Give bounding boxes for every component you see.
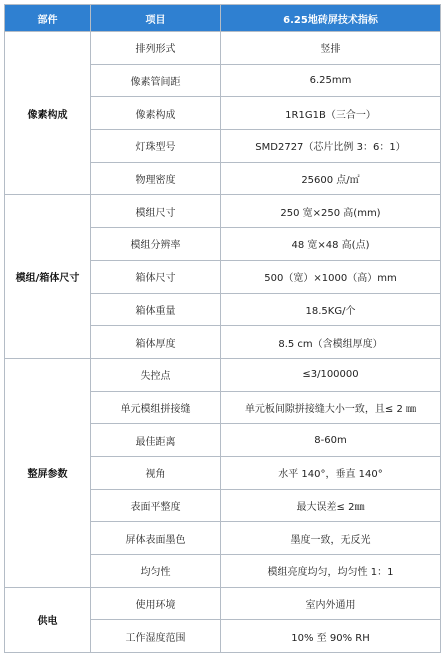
value-cell: SMD2727（芯片比例 3：6：1）	[221, 130, 441, 163]
item-cell: 箱体尺寸	[91, 260, 221, 293]
header-item: 项目	[91, 5, 221, 32]
table-row	[5, 358, 441, 391]
item-cell: 箱体重量	[91, 293, 221, 326]
value-cell: ≤3/100000	[221, 358, 441, 391]
value-cell: 模组亮度均匀，均匀性 1：1	[221, 555, 441, 588]
item-cell: 模组尺寸	[91, 195, 221, 228]
value-cell: 最大误差≤ 2㎜	[221, 489, 441, 522]
item-cell: 像素构成	[91, 97, 221, 130]
group-cell: 整屏参数	[5, 358, 91, 587]
value-cell: 8-60m	[221, 424, 441, 457]
item-cell: 屏体表面墨色	[91, 522, 221, 555]
table-body	[5, 32, 441, 653]
table-header	[5, 5, 441, 32]
value-cell: 18.5KG/个	[221, 293, 441, 326]
header-row	[5, 5, 441, 32]
value-cell: 1R1G1B（三合一）	[221, 97, 441, 130]
value-cell: 25600 点/㎡	[221, 162, 441, 195]
header-part: 部件	[5, 5, 91, 32]
item-cell: 最佳距离	[91, 424, 221, 457]
group-cell: 模组/箱体尺寸	[5, 195, 91, 358]
value-cell: 6.25mm	[221, 64, 441, 97]
item-cell: 箱体厚度	[91, 326, 221, 359]
value-cell: 单元板间隙拼接缝大小一致，且≤ 2 ㎜	[221, 391, 441, 424]
value-cell: 250 宽×250 高(mm)	[221, 195, 441, 228]
group-cell: 像素构成	[5, 32, 91, 195]
table-row	[5, 32, 441, 65]
item-cell: 失控点	[91, 358, 221, 391]
item-cell: 单元模组拼接缝	[91, 391, 221, 424]
item-cell: 均匀性	[91, 555, 221, 588]
item-cell: 模组分辨率	[91, 228, 221, 261]
item-cell: 表面平整度	[91, 489, 221, 522]
item-cell: 灯珠型号	[91, 130, 221, 163]
value-cell: 水平 140°，垂直 140°	[221, 456, 441, 489]
header-spec: 6.25地砖屏技术指标	[221, 5, 441, 32]
item-cell: 物理密度	[91, 162, 221, 195]
group-cell: 供电	[5, 587, 91, 652]
item-cell: 视角	[91, 456, 221, 489]
item-cell: 排列形式	[91, 32, 221, 65]
item-cell: 使用环境	[91, 587, 221, 620]
value-cell: 竖排	[221, 32, 441, 65]
value-cell: 500（宽）×1000（高）mm	[221, 260, 441, 293]
item-cell: 像素管间距	[91, 64, 221, 97]
table-row	[5, 587, 441, 620]
value-cell: 墨度一致，无反光	[221, 522, 441, 555]
value-cell: 10% 至 90% RH	[221, 620, 441, 653]
value-cell: 8.5 cm（含模组厚度）	[221, 326, 441, 359]
value-cell: 室内外通用	[221, 587, 441, 620]
spec-table	[4, 4, 441, 653]
table-row	[5, 195, 441, 228]
value-cell: 48 宽×48 高(点)	[221, 228, 441, 261]
item-cell: 工作湿度范围	[91, 620, 221, 653]
